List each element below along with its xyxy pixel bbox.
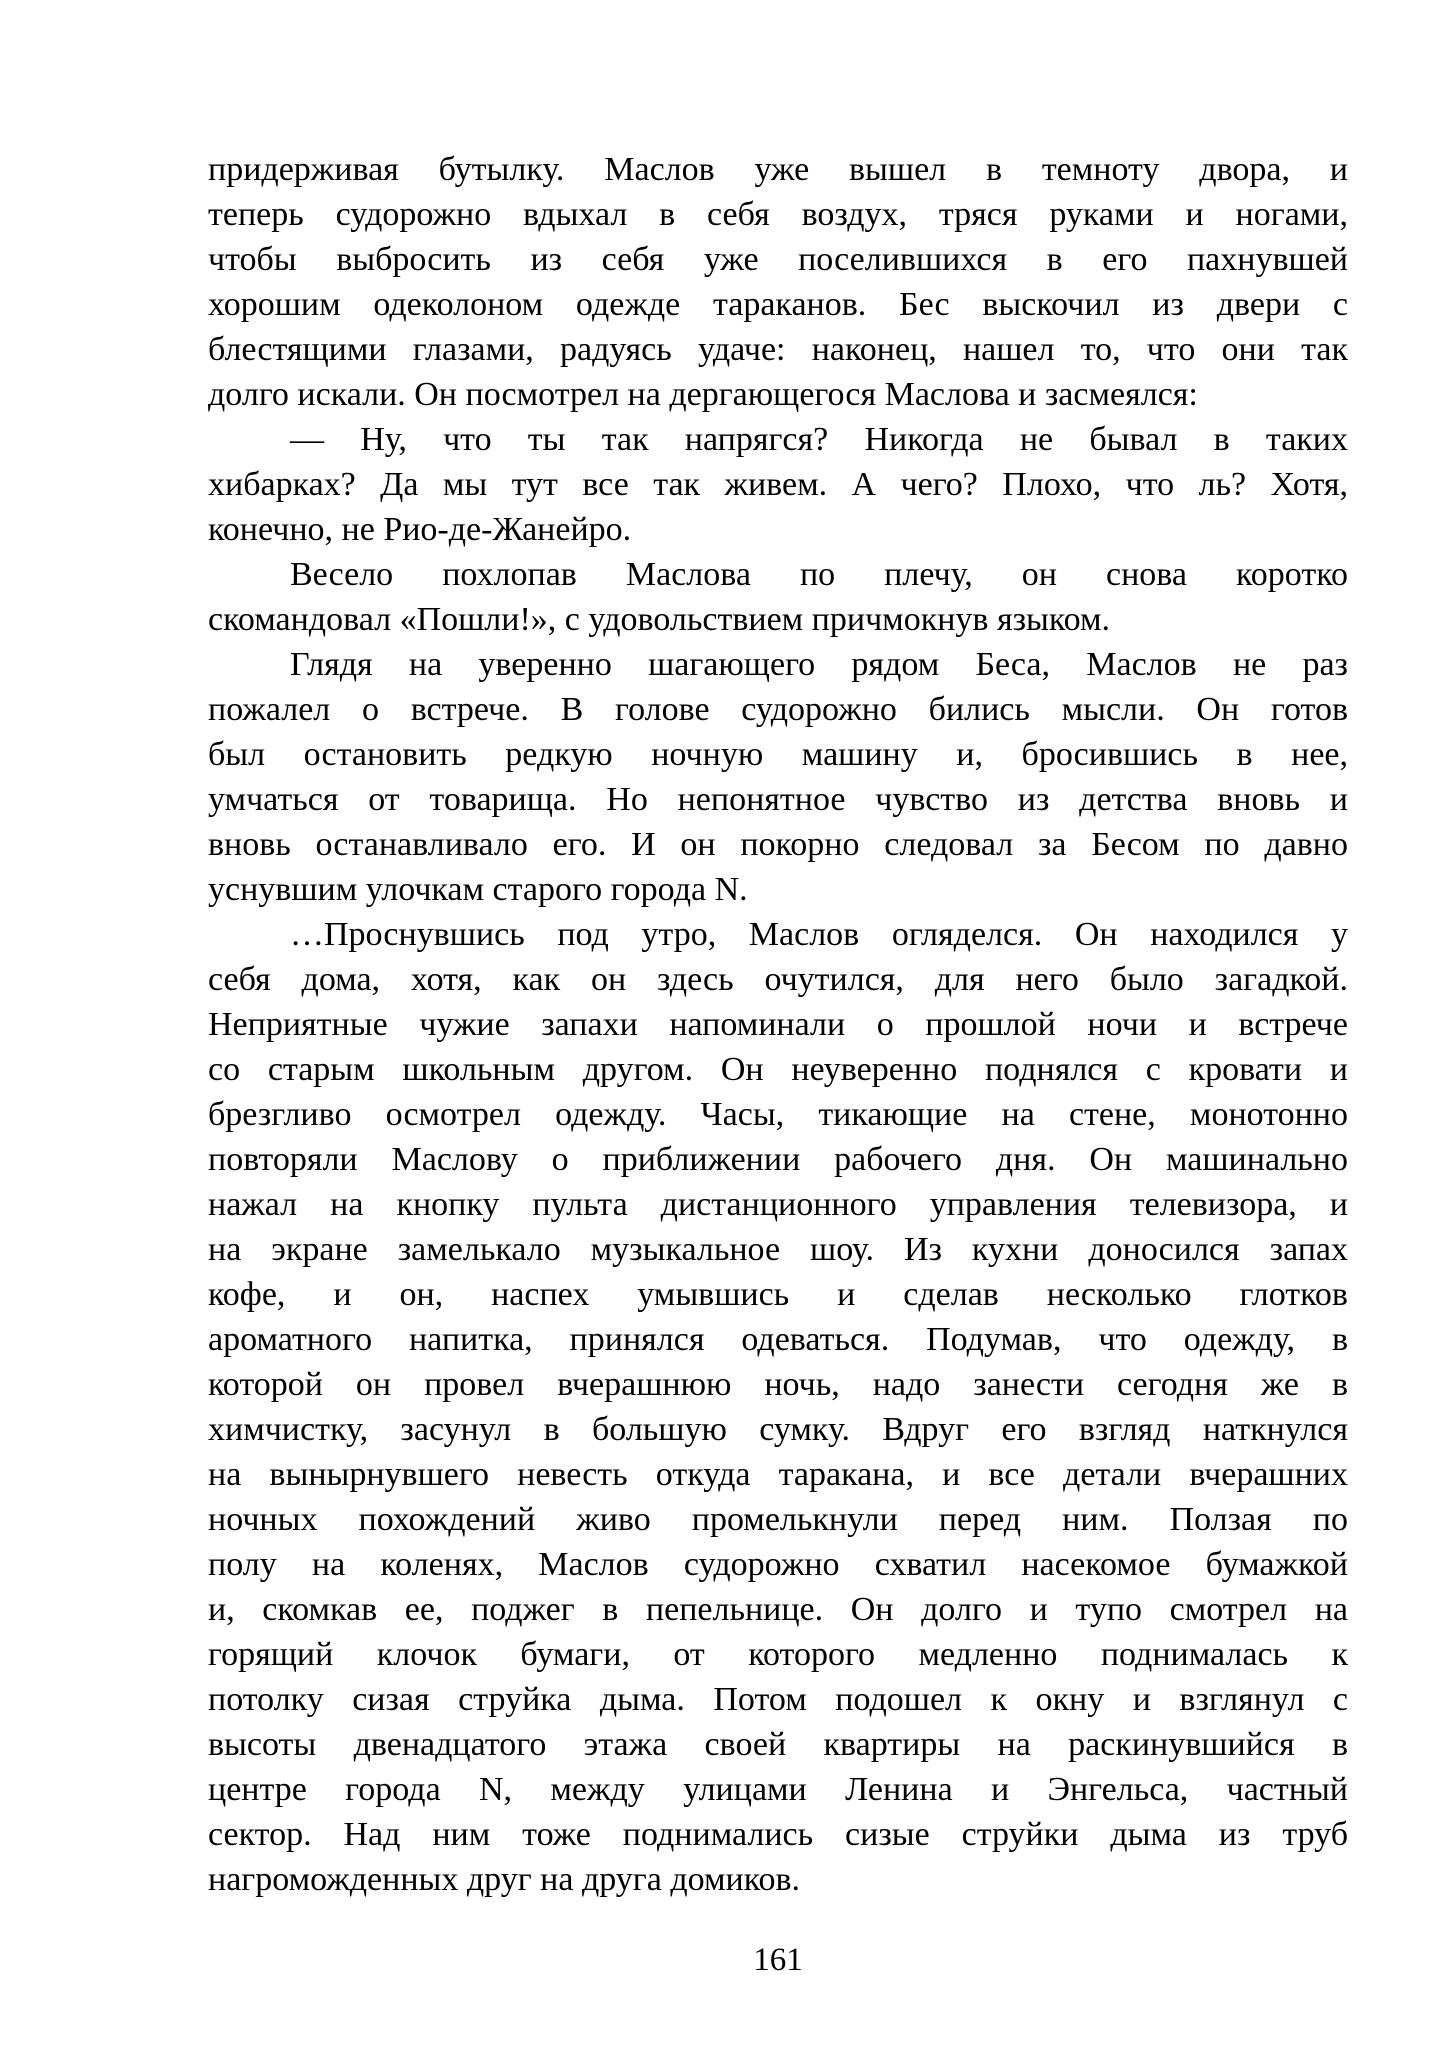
text-line: блестящими глазами, радуясь удаче: наконец, нашел то, что они так [208,331,1348,368]
text-line: теперь судорожно вдыхал в себя воздух, тряся руками и ногами, [208,196,1348,233]
text-line: нагроможденных друг на друга домиков. [208,1861,801,1898]
text-line: высоты двенадцатого этажа своей квартиры на раскинувшийся в [208,1726,1348,1763]
text-line: Неприятные чужие запахи напоминали о прошлой ночи и встрече [208,1006,1348,1043]
text-line: Глядя на уверенно шагающего рядом Беса, Маслов не раз [290,646,1348,683]
text-line: горящий клочок бумаги, от которого медленно поднималась к [208,1636,1348,1673]
text-line: конечно, не Рио-де-Жанейро. [208,511,632,548]
text-line: Весело похлопав Маслова по плечу, он снова коротко [290,556,1348,593]
page-number: 161 [753,1942,803,1978]
text-line: ароматного напитка, принялся одеваться. Подумав, что одежду, в [208,1321,1348,1358]
text-line: химчистку, засунул в большую сумку. Вдруг его взгляд наткнулся [208,1411,1348,1448]
text-line: пожалел о встрече. В голове судорожно бились мысли. Он готов [208,691,1348,728]
text-line: придерживая бутылку. Маслов уже вышел в темноту двора, и [208,151,1348,188]
text-line: повторяли Маслову о приближении рабочего дня. Он машинально [208,1141,1348,1178]
text-line: со старым школьным другом. Он неуверенно поднялся с кровати и [208,1051,1348,1088]
text-line: которой он провел вчерашнюю ночь, надо занести сегодня же в [208,1366,1348,1403]
text-line: — Ну, что ты так напрягся? Никогда не бывал в таких [290,421,1348,458]
text-block [208,147,1348,1902]
text-line: долго искали. Он посмотрел на дергающегося Маслова и засмеялся: [208,376,1198,413]
text-line: на вынырнувшего невесть откуда таракана, и все детали вчерашних [208,1456,1348,1493]
text-line: центре города N, между улицами Ленина и Энгельса, частный [208,1771,1348,1808]
text-line: нажал на кнопку пульта дистанционного управления телевизора, и [208,1186,1348,1223]
text-line: умчаться от товарища. Но непонятное чувство из детства вновь и [208,781,1348,818]
text-line: на экране замелькало музыкальное шоу. Из кухни доносился запах [208,1231,1348,1268]
text-line: уснувшим улочкам старого города N. [208,871,748,908]
text-line: кофе, и он, наспех умывшись и сделав несколько глотков [208,1276,1348,1313]
text-line: скомандовал «Пошли!», с удовольствием причмокнув языком. [208,601,1111,638]
text-line: и, скомкав ее, поджег в пепельнице. Он долго и тупо смотрел на [208,1591,1348,1628]
text-line: брезгливо осмотрел одежду. Часы, тикающие на стене, монотонно [208,1096,1348,1133]
text-line: …Проснувшись под утро, Маслов огляделся. Он находился у [290,916,1348,953]
text-line: ночных похождений живо промелькнули перед ним. Ползая по [208,1501,1348,1538]
text-line: себя дома, хотя, как он здесь очутился, для него было загадкой. [208,961,1348,998]
text-line: потолку сизая струйка дыма. Потом подошел к окну и взглянул с [208,1681,1348,1718]
text-line: хибарках? Да мы тут все так живем. А чего? Плохо, что ль? Хотя, [208,466,1348,503]
text-line: хорошим одеколоном одежде тараканов. Бес выскочил из двери с [208,286,1348,323]
text-line: полу на коленях, Маслов судорожно схватил насекомое бумажкой [208,1546,1348,1583]
text-line: сектор. Над ним тоже поднимались сизые струйки дыма из труб [208,1816,1348,1853]
text-line: чтобы выбросить из себя уже поселившихся в его пахнувшей [208,241,1348,278]
text-line: вновь останавливало его. И он покорно следовал за Бесом по давно [208,826,1348,863]
text-line: был остановить редкую ночную машину и, бросившись в нее, [208,736,1348,773]
